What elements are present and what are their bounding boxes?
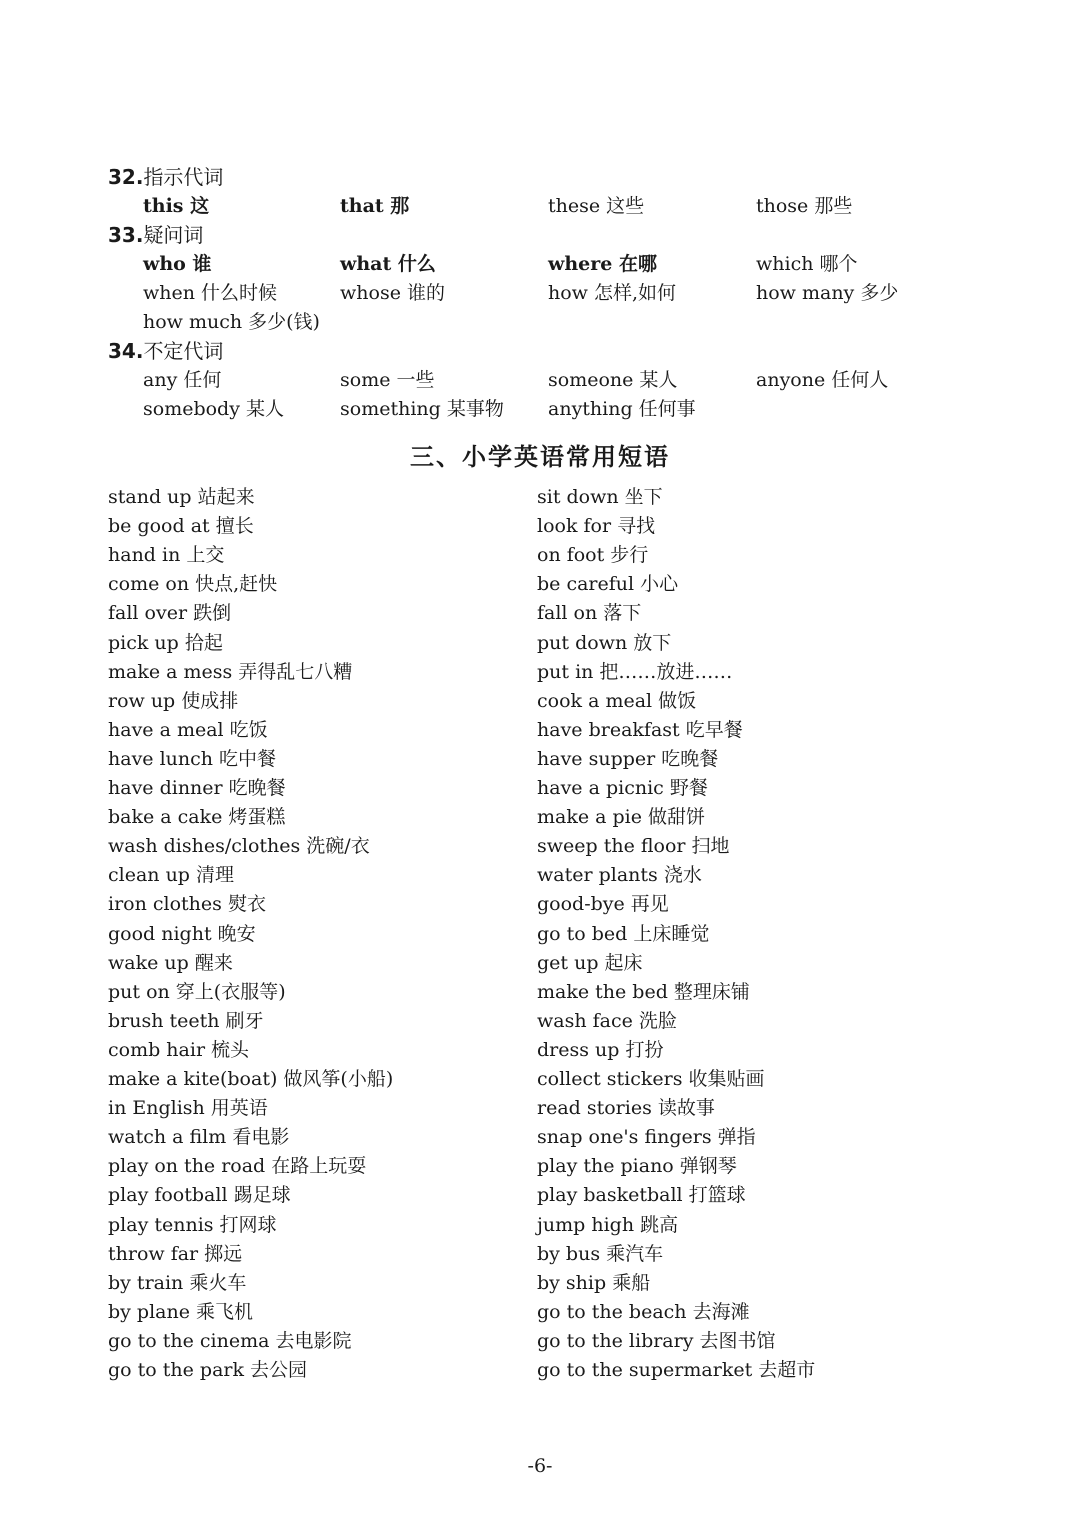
phrase-right: make the bed 整理床铺 — [537, 981, 750, 1003]
phrase-right: be careful 小心 — [537, 573, 679, 595]
phrase-left: play on the road 在路上玩耍 — [108, 1155, 367, 1177]
word-entry: how 怎样,如何 — [548, 282, 677, 304]
phrase-left: stand up 站起来 — [108, 486, 255, 508]
phrase-left: by plane 乘飞机 — [108, 1301, 254, 1323]
word-entry: where 在哪 — [548, 253, 657, 275]
word-entry: something 某事物 — [340, 398, 504, 420]
phrase-left: watch a film 看电影 — [108, 1126, 290, 1148]
phrase-left: iron clothes 熨衣 — [108, 893, 266, 915]
phrase-left: have lunch 吃中餐 — [108, 748, 277, 770]
phrase-row — [0, 687, 1080, 716]
phrase-right: go to the beach 去海滩 — [537, 1301, 750, 1323]
phrase-left: play football 踢足球 — [108, 1184, 291, 1206]
phrase-left: hand in 上交 — [108, 544, 225, 566]
word-row — [0, 366, 1080, 395]
word-entry: that 那 — [340, 195, 410, 217]
phrase-right: put in 把……放进…… — [537, 661, 733, 683]
word-entry: any 任何 — [143, 369, 222, 391]
word-entry: some 一些 — [340, 369, 435, 391]
phrase-left: fall over 跌倒 — [108, 602, 232, 624]
phrase-left: go to the park 去公园 — [108, 1359, 308, 1381]
phrase-row — [0, 774, 1080, 803]
word-entry: anything 任何事 — [548, 398, 696, 420]
phrase-row — [0, 832, 1080, 861]
phrase-row — [0, 1094, 1080, 1123]
phrase-row — [0, 1123, 1080, 1152]
word-entry: those 那些 — [756, 195, 853, 217]
phrase-row — [0, 1065, 1080, 1094]
phrase-row — [0, 1152, 1080, 1181]
phrase-left: throw far 掷远 — [108, 1243, 243, 1265]
phrase-right: go to bed 上床睡觉 — [537, 923, 710, 945]
phrase-row — [0, 1327, 1080, 1356]
phrase-row — [0, 716, 1080, 745]
section-number: 33. — [108, 223, 144, 247]
section-title: 不定代词 — [143, 339, 224, 363]
phrase-left: bake a cake 烤蛋糕 — [108, 806, 286, 828]
phrase-row — [0, 541, 1080, 570]
phrase-right: go to the library 去图书馆 — [537, 1330, 776, 1352]
phrase-right: go to the supermarket 去超市 — [537, 1359, 816, 1381]
word-entry: whose 谁的 — [340, 282, 445, 304]
phrase-right: have supper 吃晚餐 — [537, 748, 719, 770]
phrase-row — [0, 1240, 1080, 1269]
phrase-row — [0, 599, 1080, 628]
phrase-left: have a meal 吃饭 — [108, 719, 268, 741]
phrase-left: row up 使成排 — [108, 690, 239, 712]
phrase-right: cook a meal 做饭 — [537, 690, 697, 712]
phrase-row — [0, 1007, 1080, 1036]
phrase-row — [0, 1298, 1080, 1327]
phrase-left: comb hair 梳头 — [108, 1039, 250, 1061]
phrase-row — [0, 1036, 1080, 1065]
phrase-row — [0, 803, 1080, 832]
phrase-left: wake up 醒来 — [108, 952, 233, 974]
word-entry: somebody 某人 — [143, 398, 284, 420]
word-entry: what 什么 — [340, 253, 436, 275]
word-entry: when 什么时候 — [143, 282, 278, 304]
phrase-right: wash face 洗脸 — [537, 1010, 677, 1032]
word-entry: how many 多少 — [756, 282, 899, 304]
phrase-row — [0, 745, 1080, 774]
word-entry: who 谁 — [143, 253, 212, 275]
word-entry: someone 某人 — [548, 369, 678, 391]
phrase-left: good night 晚安 — [108, 923, 256, 945]
phrase-left: play tennis 打网球 — [108, 1214, 277, 1236]
word-row — [0, 250, 1080, 279]
phrase-right: good-bye 再见 — [537, 893, 669, 915]
phrase-row — [0, 861, 1080, 890]
phrase-right: by ship 乘船 — [537, 1272, 651, 1294]
word-entry: these 这些 — [548, 195, 645, 217]
phrase-right: make a pie 做甜饼 — [537, 806, 706, 828]
phrase-left: go to the cinema 去电影院 — [108, 1330, 352, 1352]
phrase-right: on foot 步行 — [537, 544, 649, 566]
phrase-right: dress up 打扮 — [537, 1039, 664, 1061]
phrase-row — [0, 949, 1080, 978]
phrase-left: clean up 清理 — [108, 864, 235, 886]
phrase-right: fall on 落下 — [537, 602, 642, 624]
phrase-right: collect stickers 收集贴画 — [537, 1068, 765, 1090]
section-heading — [108, 163, 223, 191]
word-row — [0, 279, 1080, 308]
phrase-left: put on 穿上(衣服等) — [108, 981, 286, 1003]
phrase-right: have a picnic 野餐 — [537, 777, 708, 799]
word-entry: this 这 — [143, 195, 210, 217]
phrase-left: have dinner 吃晚餐 — [108, 777, 286, 799]
word-entry: anyone 任何人 — [756, 369, 889, 391]
word-row — [0, 308, 1080, 337]
phrase-right: water plants 浇水 — [537, 864, 702, 886]
phrase-left: pick up 拾起 — [108, 632, 223, 654]
word-entry: how much 多少(钱) — [143, 311, 320, 333]
phrase-row — [0, 570, 1080, 599]
phrase-row — [0, 629, 1080, 658]
word-row — [0, 395, 1080, 424]
section-heading — [108, 221, 203, 249]
phrase-row — [0, 1211, 1080, 1240]
phrase-left: be good at 擅长 — [108, 515, 254, 537]
section-number: 32. — [108, 165, 144, 189]
section-title: 疑问词 — [143, 223, 204, 247]
phrase-left: brush teeth 刷牙 — [108, 1010, 264, 1032]
phrase-row — [0, 890, 1080, 919]
phrase-row — [0, 978, 1080, 1007]
phrase-right: have breakfast 吃早餐 — [537, 719, 743, 741]
phrase-right: get up 起床 — [537, 952, 643, 974]
phrase-row — [0, 483, 1080, 512]
phrase-right: snap one's fingers 弹指 — [537, 1126, 756, 1148]
page-number: -6- — [527, 1455, 553, 1477]
phrase-row — [0, 512, 1080, 541]
phrase-left: wash dishes/clothes 洗碗/衣 — [108, 835, 370, 857]
phrase-row — [0, 658, 1080, 687]
word-row — [0, 192, 1080, 221]
section-heading — [108, 337, 223, 365]
phrases-title: 三、小学英语常用短语 — [410, 443, 670, 471]
phrase-left: by train 乘火车 — [108, 1272, 247, 1294]
phrase-right: read stories 读故事 — [537, 1097, 715, 1119]
phrase-right: play basketball 打篮球 — [537, 1184, 746, 1206]
phrase-right: put down 放下 — [537, 632, 672, 654]
phrase-left: make a mess 弄得乱七八糟 — [108, 661, 353, 683]
phrase-row — [0, 920, 1080, 949]
phrase-left: make a kite(boat) 做风筝(小船) — [108, 1068, 394, 1090]
phrase-row — [0, 1269, 1080, 1298]
phrase-left: come on 快点,赶快 — [108, 573, 278, 595]
phrase-row — [0, 1356, 1080, 1385]
phrase-right: by bus 乘汽车 — [537, 1243, 664, 1265]
phrase-right: sit down 坐下 — [537, 486, 663, 508]
word-entry: which 哪个 — [756, 253, 858, 275]
phrase-right: sweep the floor 扫地 — [537, 835, 730, 857]
section-title: 指示代词 — [143, 165, 224, 189]
phrase-right: look for 寻找 — [537, 515, 656, 537]
section-number: 34. — [108, 339, 144, 363]
phrase-left: in English 用英语 — [108, 1097, 268, 1119]
phrase-right: jump high 跳高 — [537, 1214, 679, 1236]
phrase-right: play the piano 弹钢琴 — [537, 1155, 737, 1177]
phrase-row — [0, 1181, 1080, 1210]
